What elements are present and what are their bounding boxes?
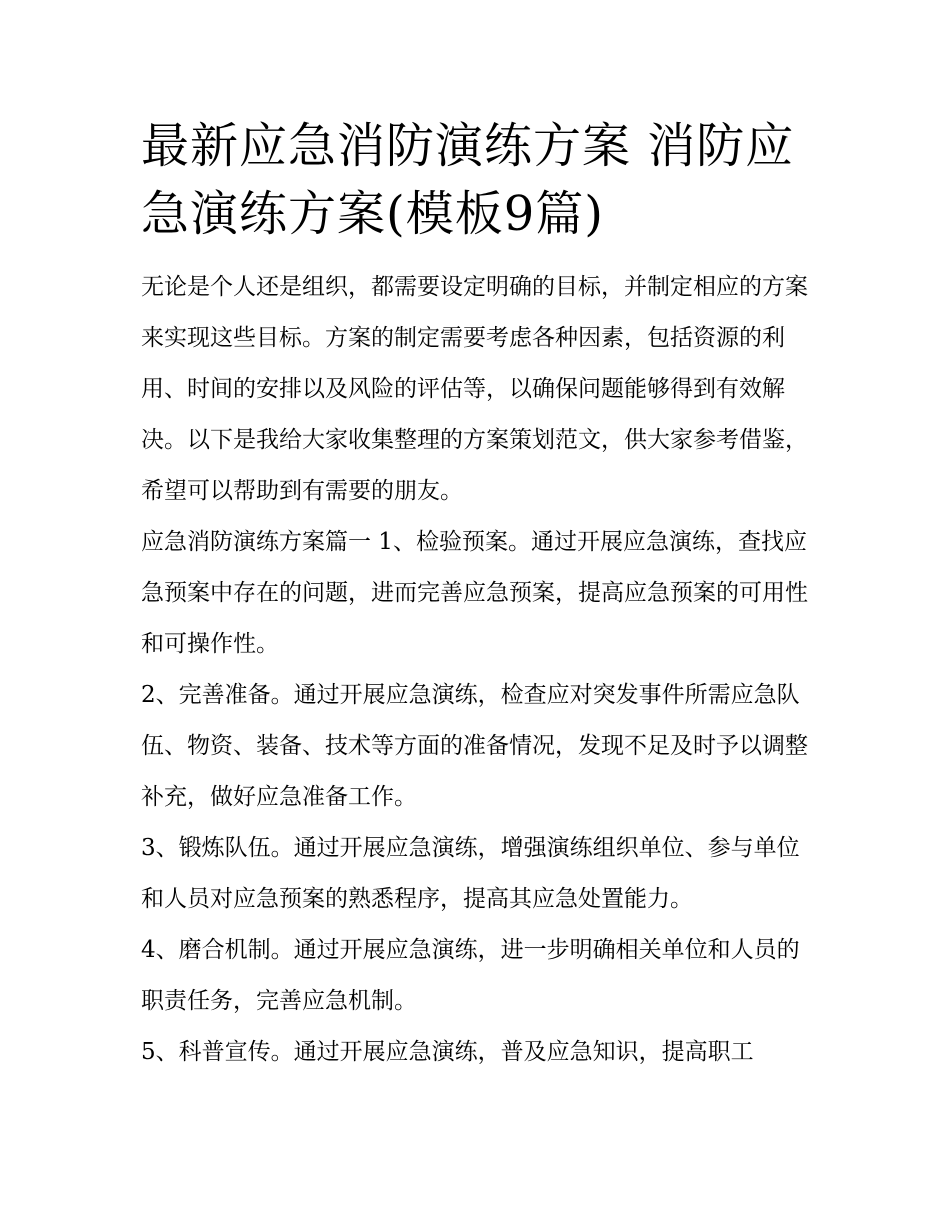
document-body	[141, 262, 821, 1078]
paragraph-item-2: 2、完善准备。通过开展应急演练，检查应对突发事件所需应急队伍、物资、装备、技术等方面的准备情况，发现不足及时予以调整补充，做好应急准备工作。	[141, 682, 808, 810]
paragraph-intro: 无论是个人还是组织，都需要设定明确的目标，并制定相应的方案来实现这些目标。方案的制定需要考虑各种因素，包括资源的利用、时间的安排以及风险的评估等，以确保问题能够得到有效解决。以下是我给大家收集整理的方案策划范文，供大家参考借鉴，希望可以帮助到有需要的朋友。	[141, 274, 808, 504]
paragraph-item-5: 5、科普宣传。通过开展应急演练，普及应急知识，提高职工	[141, 1039, 754, 1065]
paragraph-item-4: 4、磨合机制。通过开展应急演练，进一步明确相关单位和人员的职责任务，完善应急机制。	[141, 937, 800, 1014]
paragraph-item-3: 3、锻炼队伍。通过开展应急演练，增强演练组织单位、参与单位和人员对应急预案的熟悉程序，提高其应急处置能力。	[141, 835, 800, 912]
document-page	[141, 112, 821, 1078]
document-title: 最新应急消防演练方案 消防应急演练方案(模板9篇)	[141, 118, 795, 242]
paragraph-item-1: 应急消防演练方案篇一 1、检验预案。通过开展应急演练，查找应急预案中存在的问题，进而完善应急预案，提高应急预案的可用性和可操作性。	[141, 529, 808, 657]
